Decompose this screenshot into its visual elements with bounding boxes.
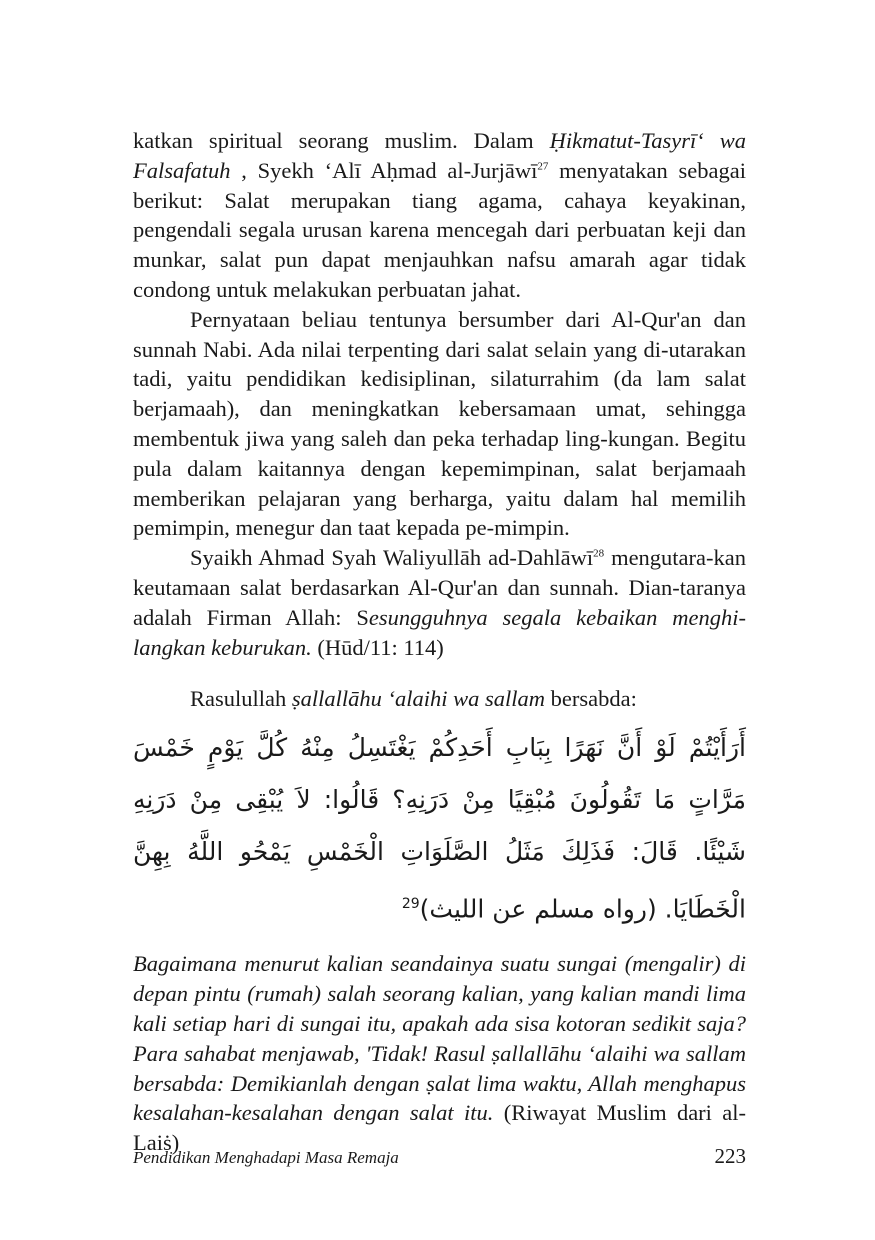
hadith-translation-text: Bagaimana menurut kalian seandainya suatu sungai (mengalir) di depan pintu (rumah) salah seorang kalian, yang kalian mandi lima kali setiap hari di sungai itu, apakah ada sisa kotoran sedikit saja? Para sahabat menjawab, 'Tidak! Rasul ṣallallāhu ‘alaihi wa sallam bersabda: Demikianlah dengan ṣalat lima waktu, Allah menghapus kesalahan-kesalahan dengan salat itu. [133,951,746,1126]
paragraph-3-text-b: mengutara-kan keutamaan salat berdasarkan Al-Qur'an dan sunnah. Dian-taranya adalah Firman Allah: S [133,545,746,630]
book-title: Ḥikmatut-Tasyrī‘ wa Falsafatuh [133,128,746,183]
paragraph-1-text-b: , Syekh ‘Alī Aḥmad al-Jurjāwī [230,157,538,183]
quran-verse-translation: esungguhnya segala kebaikan menghi-langkan keburukan. [133,604,746,660]
hadith-arabic-text: أَرَأَيْتُمْ لَوْ أَنَّ نَهَرًا بِبَابِ أَحَدِكُمْ يَغْتَسِلُ مِنْهُ كُلَّ يَوْمٍ خَمْسَ مَرَّاتٍ مَا تَقُولُونَ مُبْقِيًا مِنْ دَرَنِهِ؟ قَالُوا: لاَ يُبْقِى مِنْ دَرَنِهِ شَيْئًا. قَالَ: فَذَلِكَ مَثَلُ الصَّلَوَاتِ الْخَمْسِ يَمْحُو اللَّهُ بِهِنَّ الْخَطَايَا. (رواه مسلم عن الليث) [133,733,746,924]
hadith-source: (Riwayat Muslim dari al-Laiṡ) [133,1100,747,1156]
page-number: 223 [714,1144,746,1168]
hadith-intro-text-b: bersabda: [545,686,637,712]
hadith-intro-text-a: Rasulullah [190,686,292,712]
hadith-intro [133,684,746,714]
footnote-ref-27: 27 [537,160,549,173]
paragraph-1 [133,126,746,305]
page-footer [133,1144,746,1169]
paragraph-2: Pernyataan beliau tentunya bersumber dari Al-Qur'an dan sunnah Nabi. Ada nilai terpenting dari salat selain yang di-utarakan tadi, yaitu pendidikan kedisiplinan, silaturrahim (da lam salat berjamaah), dan meningkatkan kebersamaan umat, sehingga membentuk jiwa yang saleh dan peka terhadap ling-kungan. Begitu pula dalam kaitannya dengan kepemimpinan, salat berjamaah memberikan pelajaran yang berharga, yaitu dalam hal memilih pemimpin, menegur dan taat kepada pe-mimpin. [133,306,746,541]
page-body [133,126,746,1158]
paragraph-1-text-a: katkan spiritual seorang muslim. Dalam [133,128,550,153]
honorific: ṣallallāhu ‘alaihi wa sallam [291,686,546,712]
hadith-translation [133,949,746,1158]
footnote-ref-28: 28 [593,547,605,560]
running-title: Pendidikan Menghadapi Masa Remaja [133,1148,399,1167]
footnote-ref-29: 29 [401,896,420,913]
paragraph-1-text-c: menyatakan sebagai berikut: Salat merupakan tiang agama, cahaya keyakinan, pengendali segala urusan karena mencegah dari perbuatan keji dan munkar, salat pun dapat menjauhkan nafsu amarah agar tidak condong untuk melakukan perbuatan jahat. [133,157,746,302]
paragraph-3-text-a: Syaikh Ahmad Syah Waliyullāh ad-Dahlāwī [190,545,594,571]
hadith-arabic [133,722,746,935]
verse-reference: (Hūd/11: 114) [311,634,444,660]
paragraph-3 [133,543,746,662]
